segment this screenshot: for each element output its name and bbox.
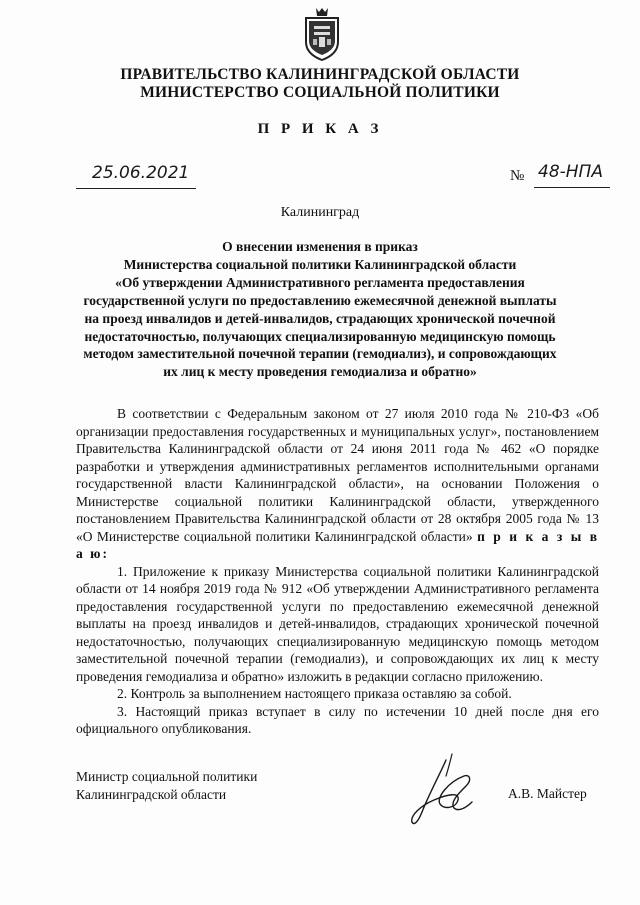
subject-line: государственной услуги по предоставлению ежемесячной денежной выплаты: [83, 292, 557, 308]
document-subject: [70, 238, 570, 381]
preamble-paragraph: [76, 405, 599, 563]
coat-of-arms-icon: [302, 6, 342, 62]
subject-line: О внесении изменения в приказ: [222, 239, 418, 254]
subject-line: на проезд инвалидов и детей-инвалидов, страдающих хронической почечной: [84, 310, 556, 326]
document-date: 25.06.2021: [92, 163, 190, 183]
subject-line: Министерства социальной политики Калининградской области: [123, 256, 517, 272]
document-body: [76, 405, 599, 738]
position-line: Калининградской области: [76, 787, 227, 802]
document-type-title: П Р И К А З: [257, 121, 383, 137]
date-field: [76, 162, 196, 189]
order-item-1: 1. Приложение к приказу Министерства социальной политики Калининградской области от 14 ноября 2019 года № 912 «Об утверждении Административного регламента предоставления государственной услуги по предоставлению ежемесячной денежной выплаты на проезд инвалидов и детей-инвалидов, страдающих хронической почечной недостаточностью, получающих специализированную медицинскую помощь методом заместительной почечной терапии (гемодиализ), и сопровождающих их лиц к месту проведения гемодиализа и обратно» изложить в редакции согласно приложению.: [76, 563, 599, 684]
city-name: Калининград: [280, 205, 360, 220]
subject-line: «Об утверждении Административного регламента предоставления: [115, 274, 525, 290]
government-title: ПРАВИТЕЛЬСТВО КАЛИНИНГРАДСКОЙ ОБЛАСТИ: [120, 66, 520, 83]
number-underline: [534, 187, 610, 188]
signatory-name: А.В. Майстер: [508, 786, 587, 801]
preamble-text: В соответствии с Федеральным законом от 27 июля 2010 года № 210-ФЗ «Об организации предоставления государственных и муниципальных услуг», постановлением Правительства Калининградской области от 24 июня 2011 года № 462 «О порядке разработки и утверждения административных регламентов исполнительными органами государственной власти Калининградской области», на основании Положения о Министерстве социальной политики Калининградской области, утвержденного постановлением Правительства Калининградской области от 28 октября 2005 года № 13 «О Министерстве социальной политики Калининградской области»: [76, 406, 599, 544]
order-word: п р и к а з ы в а ю:: [76, 528, 599, 561]
ministry-title: МИНИСТЕРСТВО СОЦИАЛЬНОЙ ПОЛИТИКИ: [140, 84, 500, 101]
order-item-3: 3. Настоящий приказ вступает в силу по истечении 10 дней после дня его официального опубликования.: [76, 703, 599, 736]
position-line: Министр социальной политики: [76, 769, 258, 784]
number-sign: №: [510, 168, 525, 184]
subject-line: их лиц к месту проведения гемодиализа и обратно»: [163, 364, 477, 380]
subject-line: недостаточностью, получающих специализированную медицинскую помощь: [84, 328, 556, 344]
subject-line: методом заместительной почечной терапии (гемодиализ), и сопровождающих: [83, 346, 557, 362]
signatory-position: [76, 768, 257, 804]
order-item-2: 2. Контроль за выполнением настоящего приказа оставляю за собой.: [117, 686, 512, 701]
number-field: [510, 162, 610, 188]
document-number: 48-НПА: [538, 162, 603, 182]
handwritten-signature: [400, 752, 490, 830]
